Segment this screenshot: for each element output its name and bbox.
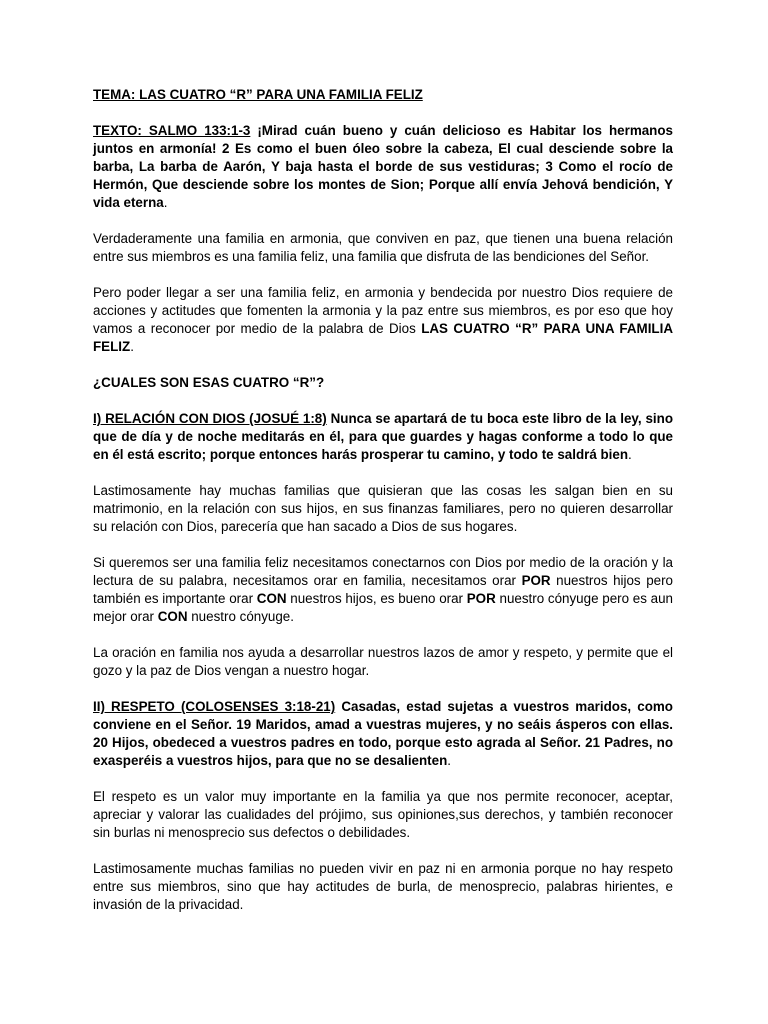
main-text-verse: ¡Mirad cuán bueno y cuán delicioso es Habitar los hermanos juntos en armonía! 2 Es como el buen óleo sobre la cabeza, El cual desciende sobre la barba, La barba de Aarón, Y baja hasta el borde de sus vestiduras; 3 Como el rocío de Hermón, Que desciende sobre los montes de Sion; Porque allí envía Jehová bendición, Y vida eterna	[93, 123, 673, 210]
section-1-heading: I) RELACIÓN CON DIOS (JOSUÉ 1:8)	[93, 411, 327, 426]
section-2-paragraph: II) RESPETO (COLOSENSES 3:18-21) Casadas, estad sujetas a vuestros maridos, como conviene en el Señor. 19 Maridos, amad a vuestras mujeres, y no seáis ásperos con ellas. 20 Hijos, obedeced a vuestros padres en todo, porque esto agrada al Señor. 21 Padres, no exasperéis a vuestros hijos, para que no se desalienten.	[93, 699, 673, 768]
section-1-commentary-3: La oración en familia nos ayuda a desarrollar nuestros lazos de amor y respeto, y permite que el gozo y la paz de Dios vengan a nuestro hogar.	[93, 645, 673, 678]
purpose-paragraph: Pero poder llegar a ser una familia feliz, en armonia y bendecida por nuestro Dios requiere de acciones y actitudes que fomenten la armonia y la paz entre sus miembros, es por eso que hoy vamos a reconocer por medio de la palabra de Dios LAS CUATRO “R” PARA UNA FAMILIA FELIZ.	[93, 285, 673, 354]
section-1-commentary-1: Lastimosamente hay muchas familias que quisieran que las cosas les salgan bien en su matrimonio, en la relación con sus hijos, en sus finanzas familiares, pero no quieren desarrollar su relación con Dios, parecería que han sacado a Dios de sus hogares.	[93, 483, 673, 534]
section-2-commentary-1: El respeto es un valor muy importante en la familia ya que nos permite reconocer, aceptar, apreciar y valorar las cualidades del prójimo, sus opiniones,sus derechos, y también reconocer sin burlas ni menosprecio sus defectos o debilidades.	[93, 789, 673, 840]
purpose-emphasis: LAS CUATRO “R” PARA UNA FAMILIA FELIZ	[93, 321, 673, 354]
document-title: TEMA: LAS CUATRO “R” PARA UNA FAMILIA FELIZ	[93, 87, 423, 102]
main-text-paragraph: TEXTO: SALMO 133:1-3 ¡Mirad cuán bueno y cuán delicioso es Habitar los hermanos juntos en armonía! 2 Es como el buen óleo sobre la cabeza, El cual desciende sobre la barba, La barba de Aarón, Y baja hasta el borde de sus vestiduras; 3 Como el rocío de Hermón, Que desciende sobre los montes de Sion; Porque allí envía Jehová bendición, Y vida eterna.	[93, 123, 673, 210]
document-body	[93, 86, 673, 932]
section-question: ¿CUALES SON ESAS CUATRO “R”?	[93, 375, 325, 390]
section-1-verse: Nunca se apartará de tu boca este libro de la ley, sino que de día y de noche meditarás en él, para que guardes y hagas conforme a todo lo que en él está escrito; porque entonces harás prosperar tu camino, y todo te saldrá bien	[93, 411, 673, 462]
section-2-verse: Casadas, estad sujetas a vuestros maridos, como conviene en el Señor. 19 Maridos, amad a vuestras mujeres, y no seáis ásperos con ellas. 20 Hijos, obedeced a vuestros padres en todo, porque esto agrada al Señor. 21 Padres, no exasperéis a vuestros hijos, para que no se desalienten	[93, 699, 673, 768]
section-2-heading: II) RESPETO (COLOSENSES 3:18-21)	[93, 699, 336, 714]
section-1-commentary-2: Si queremos ser una familia feliz necesitamos conectarnos con Dios por medio de la oración y la lectura de su palabra, necesitamos orar en familia, necesitamos orar POR nuestros hijos pero también es importante orar CON nuestros hijos, es bueno orar POR nuestro cónyuge pero es aun mejor orar CON nuestro cónyuge.	[93, 555, 673, 624]
main-text-reference: TEXTO: SALMO 133:1-3	[93, 123, 251, 138]
intro-paragraph: Verdaderamente una familia en armonia, que conviven en paz, que tienen una buena relación entre sus miembros es una familia feliz, una familia que disfruta de las bendiciones del Señor.	[93, 231, 673, 264]
section-2-commentary-2: Lastimosamente muchas familias no pueden vivir en paz ni en armonia porque no hay respeto entre sus miembros, sino que hay actitudes de burla, de menosprecio, palabras hirientes, e invasión de la privacidad.	[93, 861, 673, 912]
section-1-paragraph: I) RELACIÓN CON DIOS (JOSUÉ 1:8) Nunca se apartará de tu boca este libro de la ley, sino que de día y de noche meditarás en él, para que guardes y hagas conforme a todo lo que en él está escrito; porque entonces harás prosperar tu camino, y todo te saldrá bien.	[93, 411, 673, 462]
